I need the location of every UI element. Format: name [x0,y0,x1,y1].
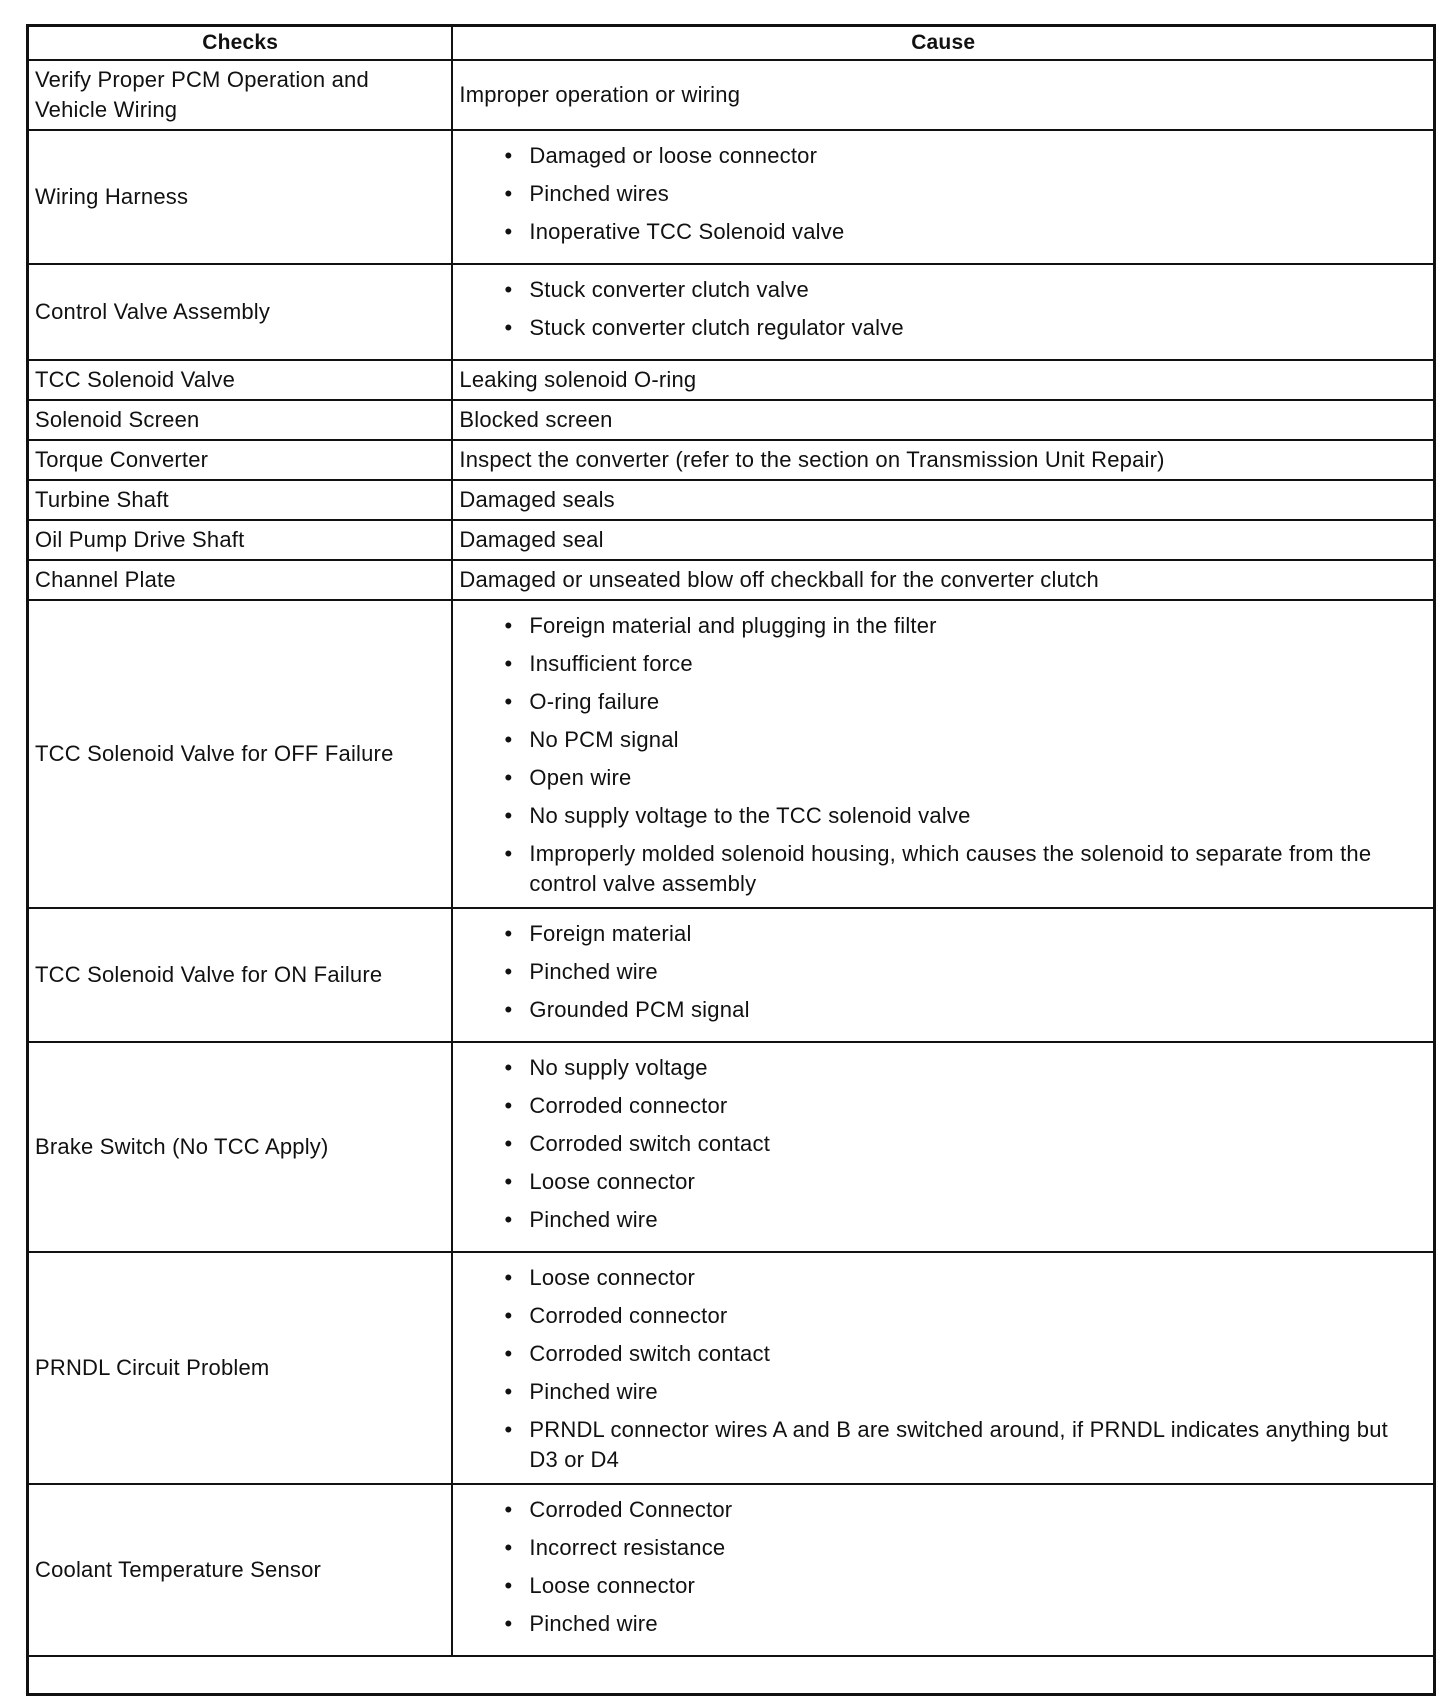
cause-cell [452,1042,1434,1252]
cause-text: Stuck converter clutch valve [529,277,809,302]
cause-text: Loose connector [529,1573,696,1598]
table-row [28,130,1435,264]
table-row [28,1042,1435,1252]
bullet-icon: • [504,1207,513,1232]
document-page [26,24,1436,1696]
cause-list [459,913,1427,1037]
bullet-icon: • [504,1535,513,1560]
cause-list-item [459,763,1427,801]
cause-list [459,1047,1427,1247]
bullet-icon: • [504,689,513,714]
check-cell: TCC Solenoid Valve for OFF Failure [28,600,453,908]
cause-text: Incorrect resistance [529,1535,726,1560]
cause-text: Pinched wire [529,959,658,984]
bullet-icon: • [504,181,513,206]
table-row [28,60,1435,130]
cause-list-item [459,1339,1427,1377]
cause-list-item [459,1301,1427,1339]
cause-cell: Damaged or unseated blow off checkball for the converter clutch [452,560,1434,600]
cause-list-item [459,1377,1427,1415]
table-row [28,520,1435,560]
cause-list-item [459,217,1427,255]
bullet-icon: • [504,219,513,244]
cause-list-item [459,957,1427,995]
cause-list-item [459,995,1427,1033]
cause-text: Corroded switch contact [529,1341,771,1366]
table-row [28,360,1435,400]
cause-text: Corroded connector [529,1093,728,1118]
table-row [28,480,1435,520]
cause-list-item [459,1495,1427,1533]
cause-text: Improperly molded solenoid housing, which causes the solenoid to separate from the control valve assembly [529,841,1372,896]
cause-list-item [459,1129,1427,1167]
cause-text: Foreign material [529,921,692,946]
table-row [28,560,1435,600]
check-cell: Solenoid Screen [28,400,453,440]
cause-cell [452,264,1434,360]
cause-list-item [459,919,1427,957]
table-body [28,60,1435,1695]
check-cell: Oil Pump Drive Shaft [28,520,453,560]
table-row [28,600,1435,908]
bullet-icon: • [504,1341,513,1366]
header-cause: Cause [452,26,1434,61]
cause-cell [452,1252,1434,1484]
cause-list-item [459,1415,1427,1475]
cause-text: No supply voltage to the TCC solenoid valve [529,803,971,828]
check-cell: Torque Converter [28,440,453,480]
cause-cell [452,600,1434,908]
cause-list-item [459,313,1427,351]
cause-text: PRNDL connector wires A and B are switched around, if PRNDL indicates anything but D3 or D4 [529,1417,1388,1472]
cause-list-item [459,179,1427,217]
cause-list-item [459,141,1427,179]
table-header-row [28,26,1435,61]
cause-text: No PCM signal [529,727,679,752]
bullet-icon: • [504,1417,513,1442]
cause-text: Pinched wires [529,181,669,206]
cause-list [459,1489,1427,1651]
cause-list-item [459,1571,1427,1609]
cause-cell: Inspect the converter (refer to the section on Transmission Unit Repair) [452,440,1434,480]
cause-list [459,269,1427,355]
cause-list-item [459,1167,1427,1205]
bullet-icon: • [504,277,513,302]
header-checks: Checks [28,26,453,61]
cause-text: Pinched wire [529,1207,658,1232]
cause-list-item [459,1263,1427,1301]
check-cell: Channel Plate [28,560,453,600]
bullet-icon: • [504,841,513,866]
cause-list-item [459,1053,1427,1091]
bullet-icon: • [504,1497,513,1522]
cause-list-item [459,801,1427,839]
bullet-icon: • [504,1265,513,1290]
cause-text: No supply voltage [529,1055,708,1080]
cause-cell: Damaged seals [452,480,1434,520]
cause-cell [452,130,1434,264]
bullet-icon: • [504,1131,513,1156]
table-row [28,264,1435,360]
cause-list-item [459,1609,1427,1647]
cause-text: Foreign material and plugging in the filter [529,613,937,638]
cause-list-item [459,839,1427,899]
bullet-icon: • [504,997,513,1022]
cause-text: O-ring failure [529,689,660,714]
cause-list [459,135,1427,259]
cause-text: Pinched wire [529,1611,658,1636]
cause-text: Stuck converter clutch regulator valve [529,315,904,340]
diagnosis-table [26,24,1436,1696]
cause-cell [452,1484,1434,1656]
check-cell: Wiring Harness [28,130,453,264]
bullet-icon: • [504,1055,513,1080]
table-row [28,1484,1435,1656]
cause-cell: Damaged seal [452,520,1434,560]
check-cell: Coolant Temperature Sensor [28,1484,453,1656]
cause-list-item [459,649,1427,687]
bullet-icon: • [504,1379,513,1404]
cause-list [459,1257,1427,1479]
check-cell: Turbine Shaft [28,480,453,520]
table-row [28,440,1435,480]
cause-list-item [459,275,1427,313]
bullet-icon: • [504,803,513,828]
bullet-icon: • [504,651,513,676]
check-cell: TCC Solenoid Valve [28,360,453,400]
cause-text: Inoperative TCC Solenoid valve [529,219,845,244]
cause-text: Corroded connector [529,1303,728,1328]
cause-text: Damaged or loose connector [529,143,818,168]
cause-list-item [459,687,1427,725]
cause-text: Pinched wire [529,1379,658,1404]
cause-text: Loose connector [529,1265,696,1290]
cause-cell [452,908,1434,1042]
empty-footer-cell [28,1656,1435,1695]
check-cell: TCC Solenoid Valve for ON Failure [28,908,453,1042]
table-row [28,400,1435,440]
bullet-icon: • [504,1303,513,1328]
bullet-icon: • [504,1611,513,1636]
cause-text: Loose connector [529,1169,696,1194]
bullet-icon: • [504,727,513,752]
cause-cell: Leaking solenoid O-ring [452,360,1434,400]
cause-text: Corroded switch contact [529,1131,771,1156]
bullet-icon: • [504,143,513,168]
bullet-icon: • [504,1573,513,1598]
cause-list-item [459,1091,1427,1129]
cause-list [459,605,1427,903]
bullet-icon: • [504,959,513,984]
table-footer-row [28,1656,1435,1695]
check-cell: PRNDL Circuit Problem [28,1252,453,1484]
check-cell: Brake Switch (No TCC Apply) [28,1042,453,1252]
bullet-icon: • [504,765,513,790]
table-row [28,908,1435,1042]
cause-cell: Improper operation or wiring [452,60,1434,130]
bullet-icon: • [504,1169,513,1194]
bullet-icon: • [504,613,513,638]
check-cell: Verify Proper PCM Operation and Vehicle Wiring [28,60,453,130]
cause-list-item [459,1205,1427,1243]
bullet-icon: • [504,1093,513,1118]
bullet-icon: • [504,315,513,340]
cause-list-item [459,725,1427,763]
cause-cell: Blocked screen [452,400,1434,440]
cause-text: Insufficient force [529,651,693,676]
cause-text: Corroded Connector [529,1497,733,1522]
cause-list-item [459,611,1427,649]
bullet-icon: • [504,921,513,946]
check-cell: Control Valve Assembly [28,264,453,360]
table-row [28,1252,1435,1484]
cause-list-item [459,1533,1427,1571]
cause-text: Open wire [529,765,632,790]
cause-text: Grounded PCM signal [529,997,750,1022]
